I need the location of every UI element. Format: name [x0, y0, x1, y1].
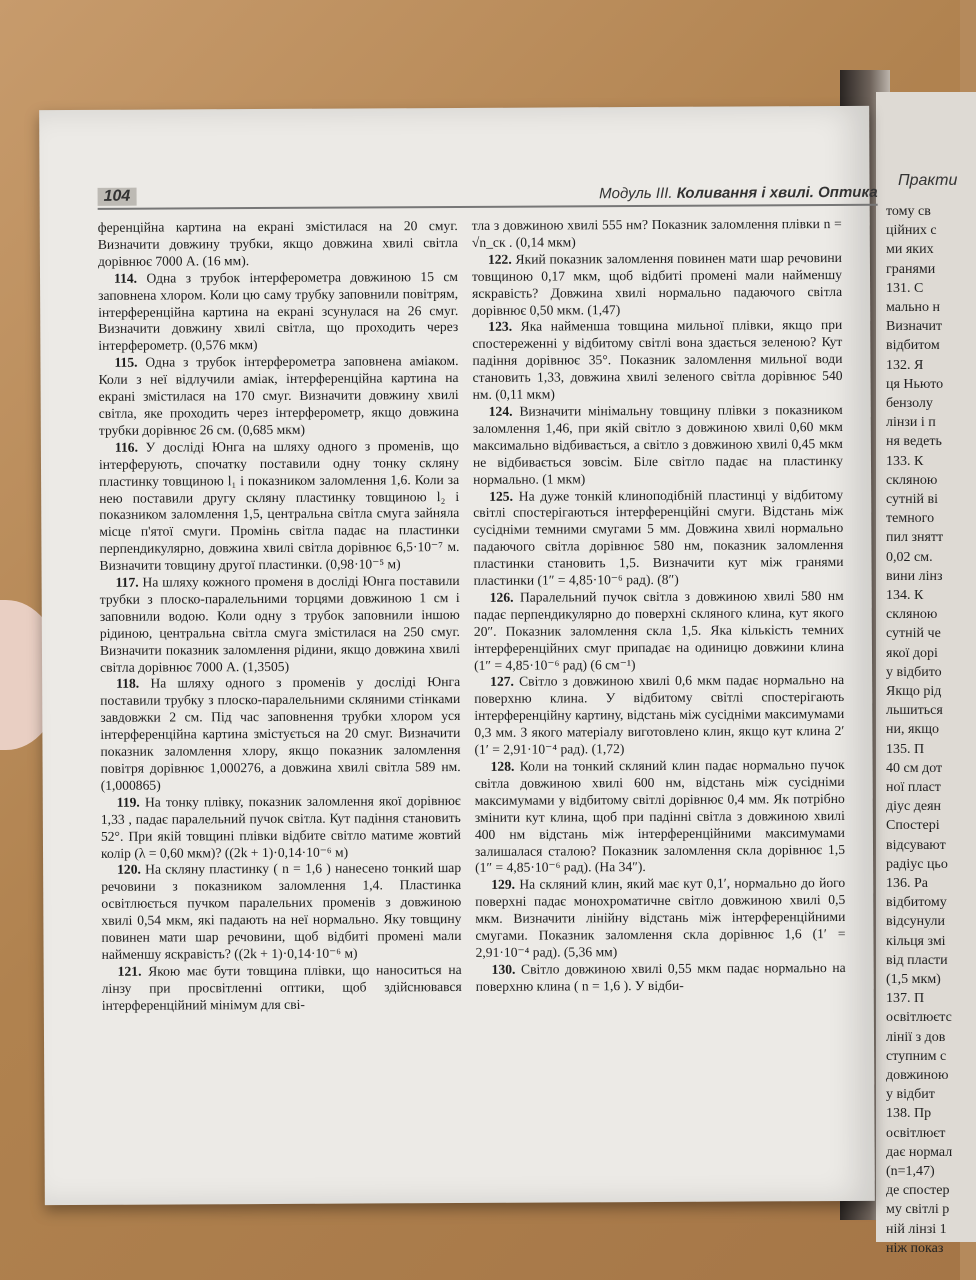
next-page-fragment: дає нормал [886, 1144, 953, 1160]
problem-text [474, 588, 844, 674]
next-page-fragment: кільця змі [886, 933, 946, 949]
next-page-fragment: мально н [886, 300, 940, 315]
problem-number: 115. [114, 354, 138, 371]
problem-body: На шляху одного з променів у досліді Юнга поставили трубку з плоско-паралельними скляними стінками завдовжки 2 см. Під час заповнення трубки хлором уся інтерференційна картина змістується на 20 смуг. Визначити показник заломлення хлору, якщо показник заломлення повітря дорівнює 1,000276, а довжина хвилі світла 589 нм. (1,000865) [100, 674, 461, 793]
next-page-fragment: освітлюєтс [886, 1010, 952, 1026]
next-page-fragment: ної пласт [886, 780, 941, 795]
problem-number: 121. [117, 963, 142, 979]
next-page-fragment: сутній вi [886, 492, 939, 507]
next-page-fragment: у відбит [886, 1087, 935, 1103]
problem-text [100, 674, 461, 794]
page-number: 104 [98, 188, 137, 206]
next-page-fragment: темного [886, 511, 935, 527]
next-page-fragment: де спостер [886, 1183, 950, 1199]
next-page-fragment: лінії з дов [886, 1029, 946, 1045]
next-page-fragment: 131. С [886, 280, 924, 296]
next-page-fragment: 40 см дот [886, 760, 943, 776]
problem-text [472, 216, 842, 252]
next-page-fragment: гранями [886, 261, 936, 277]
problem-text [101, 860, 462, 963]
problem-text [99, 438, 460, 575]
next-page-fragment: пил знятт [886, 530, 944, 546]
problem-text [101, 793, 461, 863]
problem-number: 126. [489, 589, 514, 605]
next-page-fragment: сутній че [886, 626, 941, 642]
next-page-fragment: тому св [886, 204, 931, 219]
problem-body: На дуже тонкій клиноподібній пластинці у відбитому світлі спостерігаються інтерференційні смуги. Відстань між сусідніми темними смугами 5 мм. Довжина хвилі нормально падаючого світла дорівнює 580 нм, показник заломлення пластинки становить 1,5. Визначити кут між гранями пластинки (1″ = 4,85·10⁻⁶ рад). (8″) [473, 486, 844, 588]
next-page-fragment: ступним с [886, 1048, 947, 1064]
next-page-fragment: відсувают [886, 837, 946, 853]
problem-text [473, 402, 843, 488]
next-page-fragment: радіус цьо [886, 856, 948, 872]
next-page-fragment: вини лінз [886, 568, 943, 584]
next-page-fragment: довжиною [886, 1068, 949, 1083]
next-page-fragment: ця Ньюто [886, 376, 944, 392]
next-page-fragment: му світлі р [886, 1202, 950, 1218]
next-page-fragment: ній лінзі 1 [886, 1221, 947, 1237]
running-header [98, 184, 878, 214]
next-page-fragment: 138. Пр [886, 1106, 932, 1122]
problem-number: 120. [117, 862, 141, 878]
problem-body: На скляну пластинку ( n = 1,6 ) нанесено тонкий шар речовини з показником заломлення 1,4. Пластинка освітлюється пучком паралельних променів з довжиною хвилі 0,54 мкм, які падають на неї нормально. Яку товщину повинен мати шар речовини, щоб відбиті промені мали найменшу яскравість? ((2k + 1)·0,14·10⁻⁶ м) [101, 860, 462, 962]
problem-body: Одна з трубок інтерферометра довжиною 15 см заповнена хлором. Коли цю саму трубку заповнили повітрям, інтерференційна картина на екрані зсунулася на 26 смуг. Визначити довжину хвилі світла, що проходить через інтерферометр. (0,576 мкм) [98, 268, 459, 354]
problem-body: У досліді Юнга на шляху одного з променів, що інтерферують, спочатку поставили одну тонку скляну пластинку товщиною l₁ і показником заломлення 1,6. Коли за нею поставили другу скляну пластинку товщиною l₂ і показником заломлення 1,5, центральна світла смуга зайняла місце п'ятої смуги. Промінь світла падає на пластинки перпендикулярно, довжина хвилі світла дорівнює 6,5·10⁻⁷ м. Визначити товщину другої пластинки. (0,98·10⁻⁵ м) [98, 437, 460, 573]
next-page-fragment: 133. К [886, 453, 924, 469]
problem-number: 128. [490, 758, 515, 774]
left-column [98, 218, 462, 1014]
next-page-fragment: освітлюєт [886, 1125, 946, 1141]
next-page-fragment: Спостері [886, 818, 940, 834]
problem-body: Якою має бути товщина плівки, що наноситься на лінзу при просвітленні оптики, щоб здійснювався інтерференційний мінімум для сві- [101, 961, 462, 1013]
next-page-fragment: 136. Ра [886, 876, 928, 891]
next-page-fragment: якої дорі [886, 645, 938, 661]
problem-text [472, 317, 842, 403]
problem-number: 123. [488, 319, 513, 335]
next-page-fragment: ційних с [886, 223, 937, 239]
problem-text [100, 573, 461, 676]
next-page-fragment: скляною [886, 472, 938, 488]
next-page-fragment: 137. П [886, 991, 925, 1007]
next-page-fragment: скляною [886, 607, 938, 623]
next-page-fragment: діус деян [886, 799, 941, 815]
problem-number: 130. [491, 961, 516, 977]
problem-body: Визначити мінімальну товщину плівки з показником заломлення 1,46, при якій світло з довжиною хвилі 0,60 мкм максимально відбивається, а світло з довжиною хвилі 0,45 мкм не відбивається зовсім. Біле світло падає на пластинку нормально. (1 мкм) [472, 401, 844, 487]
problem-body: На тонку плівку, показник заломлення якої дорівнює 1,33 , падає паралельний пучок світла. Кут падіння становить 52°. При якій товщині плівки відбите світло матиме жовтий колір (λ = 0,60 мкм)? ((2k + 1)·0,14·10⁻⁶ м) [100, 792, 461, 861]
next-page-fragment: 132. Я [886, 357, 924, 373]
next-page-fragment: від пласти [886, 952, 948, 968]
problem-text [98, 218, 458, 271]
header-rule [98, 204, 878, 210]
next-page-fragment: ни, якщо [886, 722, 940, 738]
problem-number: 116. [114, 439, 138, 455]
problem-number: 127. [490, 674, 514, 690]
next-page-header: Практи [898, 172, 958, 189]
problem-text [98, 269, 458, 355]
problem-text [472, 250, 842, 320]
problem-text [476, 960, 846, 996]
problem-text [474, 672, 844, 758]
next-page-fragment: 134. К [886, 588, 924, 603]
problem-body: Одна з трубок інтерферометра заповнена аміаком. Коли з неї відлучили аміак, інтерференційна картина на екрані змістилася на 170 смуг. Визначити довжину хвилі світла, яке проходить через інтерферометр, якщо довжина трубки дорівнює 26 см. (0,685 мкм) [98, 353, 459, 438]
problem-body: тла з довжиною хвилі 555 нм? Показник заломлення плівки n = √n_ск . (0,14 мкм) [471, 215, 842, 250]
next-page-fragment: Якщо рід [886, 684, 942, 699]
problem-number: 119. [116, 794, 140, 810]
problem-text [475, 757, 846, 877]
problem-text [473, 486, 844, 589]
problem-text [98, 353, 458, 439]
next-page-fragment: ми яких [886, 242, 934, 258]
next-page-fragment: ня ведеть [886, 434, 942, 450]
next-page-fragment: у відбито [886, 664, 942, 680]
problem-number: 129. [491, 877, 516, 893]
book-page [39, 106, 878, 1205]
problem-body: На шляху кожного променя в досліді Юнга поставили трубки з плоско-паралельними торцями довжиною 1 см і заповнили водою. Коли одну з трубок заповнили іншою рідиною, центральна світла смуга змістилася на 250 смуг. Визначити показник заломлення рідини, якщо довжина хвилі світла дорівнює 7000 А. (1,3505) [99, 573, 461, 675]
problem-body: Коли на тонкий скляний клин падає нормально пучок світла довжиною хвилі 600 нм, відстань між сусідніми максимумами у відбитому світлі дорівнює 0,4 мм. Як потрібно змінити кут клина, щоб при падінні світла з довжиною хвилі 400 нм відстань між інтерференційними максимумами залишалася сталою? Показник заломлення скла дорівнює 1,5 (1″ = 4,85·10⁻⁶ рад). (На 34″). [474, 756, 846, 876]
problem-body: Яка найменша товщина мильної плівки, якщо при спостереженні у відбитому світлі вона здається зеленою? Кут падіння дорівнює 35°. Показник заломлення мильної води становить 1,33, довжина хвилі зеленого світла дорівнює 540 нм. (0,11 мкм) [472, 317, 843, 402]
next-page-edge [876, 92, 976, 1256]
next-page-fragment: відсунули [886, 914, 946, 930]
problem-number: 125. [489, 488, 514, 504]
problem-number: 114. [113, 270, 138, 286]
next-page-fragment: відбитому [886, 895, 947, 911]
problem-number: 117. [115, 574, 139, 590]
module-title: Модуль III. Коливання і хвилі. Оптика [599, 183, 878, 203]
next-page-fragment: льшиться [886, 703, 943, 719]
problem-body: Який показник заломлення повинен мати шар речовини товщиною 0,17 мкм, щоб відбиті промені мали найменшу яскравість? Довжина хвилі нормально падаючого світла дорівнює 0,50 мкм. (1,47) [471, 249, 843, 318]
problem-text [475, 875, 845, 961]
problem-number: 118. [116, 676, 140, 692]
next-page-fragment: Визначит [886, 319, 943, 335]
problem-body: ференційна картина на екрані змістилася на 20 смуг. Визначити довжину трубки, якщо довжина хвилі світла дорівнює 7000 А. (16 мм). [97, 217, 458, 269]
problem-number: 122. [487, 251, 512, 267]
problem-number: 124. [488, 403, 513, 419]
next-page-fragment: ніж показ [886, 1240, 944, 1256]
problem-text [102, 962, 462, 1015]
next-page-fragment: (n=1,47) [886, 1164, 935, 1179]
problem-body: На скляний клин, який має кут 0,1′, нормально до його поверхні падає монохроматичне світло довжиною хвилі 0,5 мкм. Визначити лінійну відстань між інтерференційними смугами. Показник заломлення скла дорівнює 1,6 (1′ = 2,91·10⁻⁴ рад). (5,36 мм) [475, 875, 846, 960]
next-page-fragment: відбитом [886, 338, 940, 354]
right-column [472, 216, 846, 996]
problem-body: Паралельний пучок світла з довжиною хвилі 580 нм падає перпендикулярно до поверхні скляного клина, кут якого 20″. Показник заломлення скла 1,5. Яка кількість темних інтерференційних смуг припадає на одиницю довжини клина (1″ = 4,85·10⁻⁶ рад) (6 см⁻¹) [473, 587, 844, 673]
next-page-fragment: 0,02 см. [886, 549, 933, 565]
next-page-fragment: бензолу [886, 396, 933, 411]
next-page-fragment: лінзи і п [886, 415, 936, 431]
problem-body: Світло з довжиною хвилі 0,6 мкм падає нормально на поверхню клина. У відбитому світлі спостерігають інтерференційну картину, відстань між сусідніми максимумами 0,3 мм. З якого матеріалу виготовлено клин, якщо кут клина 2′ (1′ = 2,91·10⁻⁴ рад). (1,72) [474, 672, 845, 758]
problem-body: Світло довжиною хвилі 0,55 мкм падає нормально на поверхню клина ( n = 1,6 ). У відби- [475, 959, 846, 994]
next-page-fragment: (1,5 мкм) [886, 972, 941, 987]
next-page-fragment: 135. П [886, 741, 925, 757]
